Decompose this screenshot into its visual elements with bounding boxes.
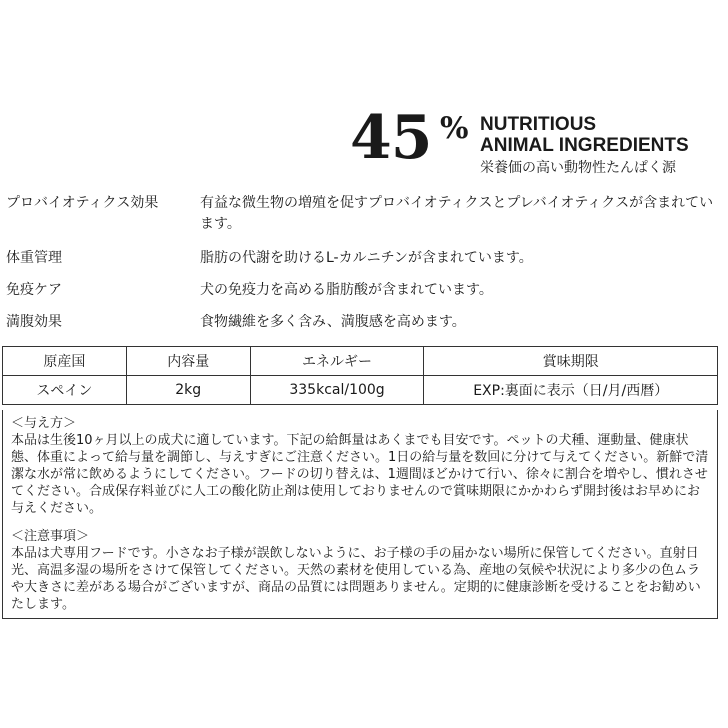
cell-content: 2kg [126,376,250,405]
header-origin: 原産国 [3,347,127,376]
feature-label: 体重管理 [6,250,62,266]
feeding-title: ＜与え方＞ [11,416,77,431]
feature-description: 食物繊維を多く含み、満腹感を高めます。 [200,314,466,330]
header-energy: エネルギー [250,347,424,376]
spec-table [2,346,718,405]
feature-description: 有益な微生物の増殖を促すプロバイオティクスとプレバイオティクスが含まれています。 [200,195,714,232]
header-expiry: 賞味期限 [424,347,718,376]
cell-energy: 335kcal/100g [250,376,424,405]
cell-expiry: EXP:裏面に表示（日/月/西暦） [424,376,718,405]
hero-title-line1: NUTRITIOUS [480,114,597,135]
feeding-text: 本品は生後10ヶ月以上の成犬に適しています。下記の給餌量はあくまでも目安です。ペットの犬種、運動量、健康状態、体重によって給与量を調節し、与えすぎにご注意ください。1日の給与量を数回に分けて与えてください。新鮮で清潔な水が常に飲めるようにしてください。フードの切り替えは、1週間ほどかけて行い、徐々に割合を増やし、慣れさせてください。合成保存料並びに人工の酸化防止剤は使用しておりませんので賞味期限にかかわらず開封後はお早めにお与えください。 [11,433,709,516]
feature-label: プロバイオティクス効果 [6,195,159,211]
feature-label: 満腹効果 [6,314,62,330]
section-gap [11,517,709,528]
caution-text: 本品は犬専用フードです。小さなお子様が誤飲しないように、お子様の手の届かない場所に保管してください。直射日光、高温多湿の場所をさけて保管してください。天然の素材を使用している為、産地の気候や状況により多少の色ムラや大きさに差がある場合がございますが、商品の品質には問題ありません。定期的に健康診断を受けることをお勧めいたします。 [11,546,701,612]
hero-english-title [480,114,689,156]
feature-description: 脂肪の代謝を助けるL-カルニチンが含まれています。 [200,250,533,266]
cell-origin: スペイン [3,376,127,405]
hero-banner [350,103,720,188]
caution-title: ＜注意事項＞ [11,529,90,544]
hero-japanese-subtitle: 栄養価の高い動物性たんぱく源 [480,160,676,176]
notes-box [2,410,718,619]
feature-label: 免疫ケア [6,282,62,298]
header-content: 内容量 [126,347,250,376]
feature-description: 犬の免疫力を高める脂肪酸が含まれています。 [200,282,493,298]
hero-percent-sign: % [440,111,469,146]
hero-percentage-number: 45 [350,103,432,173]
table-row [3,376,718,405]
table-header-row [3,347,718,376]
hero-title-line2: ANIMAL INGREDIENTS [480,135,689,156]
